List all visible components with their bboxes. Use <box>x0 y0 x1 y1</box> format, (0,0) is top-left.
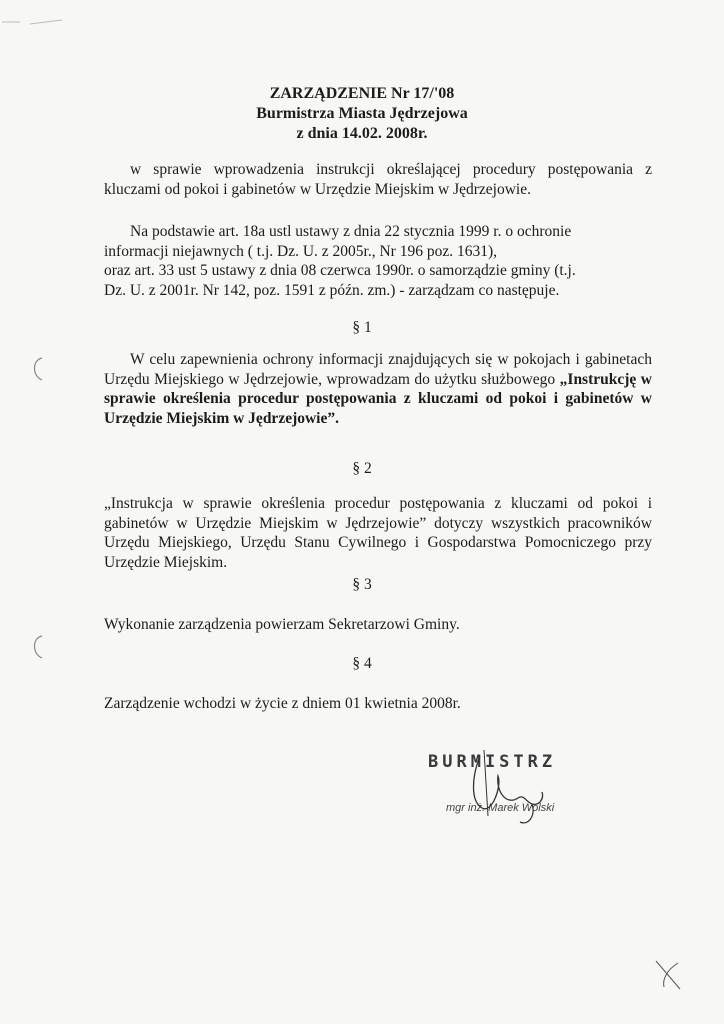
handwritten-signature <box>462 746 562 826</box>
section-1-plain: W celu zapewnienia ochrony informacji znajdujących się w pokojach i gabinetach Urzędu Miejskiego w Jędrzejowie, wprowadzam do użytku służbowego <box>104 351 652 388</box>
section-mark-1: § 1 <box>352 319 372 336</box>
handwritten-check-mark <box>650 955 690 995</box>
section-mark-3: § 3 <box>352 576 372 593</box>
legal-basis-line: oraz art. 33 ust 5 ustawy z dnia 08 czerwca 1990r. o samorządzie gminy (t.j. <box>104 262 576 279</box>
document-title: ZARZĄDZENIE Nr 17/'08 <box>269 85 455 102</box>
signature-block <box>428 752 628 832</box>
section-mark-2: § 2 <box>352 460 372 477</box>
document-header <box>0 84 724 144</box>
legal-basis-line: Dz. U. z 2001r. Nr 142, poz. 1591 z późn. zm.) - zarządzam co następuje. <box>104 281 560 299</box>
punch-hole-mark <box>28 354 48 384</box>
signature-name: mgr inż. Marek Wolski <box>446 802 555 814</box>
section-4-text: Zarządzenie wchodzi w życie z dniem 01 kwietnia 2008r. <box>104 695 461 712</box>
section-2-text: „Instrukcja w sprawie określenia procedur postępowania z kluczami od pokoi i gabinetów w Urzędzie Miejskim w Jędrzejowie” dotyczy wszystkich pracowników Urzędu Miejskiego, Urzędu Stanu Cywilnego i Gospodarstwa Pomocniczego przy Urzędzie Miejskim. <box>104 495 652 571</box>
section-1-bold: „Instrukcję w sprawie określenia procedur postępowania z kluczami od pokoi i gabinetów w Urzędzie Miejskim w Jędrzejowie”. <box>104 370 652 427</box>
signature-title: BURMISTRZ <box>428 752 557 772</box>
subject-paragraph: w sprawie wprowadzenia instrukcji określającej procedury postępowania z kluczami od pokoi i gabinetów w Urzędzie Miejskim w Jędrzejowie. <box>104 161 652 198</box>
section-1-text <box>104 350 652 428</box>
section-mark-4: § 4 <box>352 655 372 672</box>
legal-basis-line: Na podstawie art. 18a ustl ustawy z dnia 22 stycznia 1999 r. o ochronie <box>130 223 572 240</box>
legal-basis-line: informacji niejawnych ( t.j. Dz. U. z 2005r., Nr 196 poz. 1631), <box>104 242 498 260</box>
scan-artifact-mark <box>0 12 70 32</box>
document-issuer: Burmistrza Miasta Jędrzejowa <box>256 105 468 122</box>
section-3-text: Wykonanie zarządzenia powierzam Sekretarzowi Gminy. <box>104 616 460 633</box>
document-date: z dnia 14.02. 2008r. <box>296 125 428 142</box>
legal-basis-paragraph <box>104 222 652 300</box>
punch-hole-mark <box>28 632 48 662</box>
